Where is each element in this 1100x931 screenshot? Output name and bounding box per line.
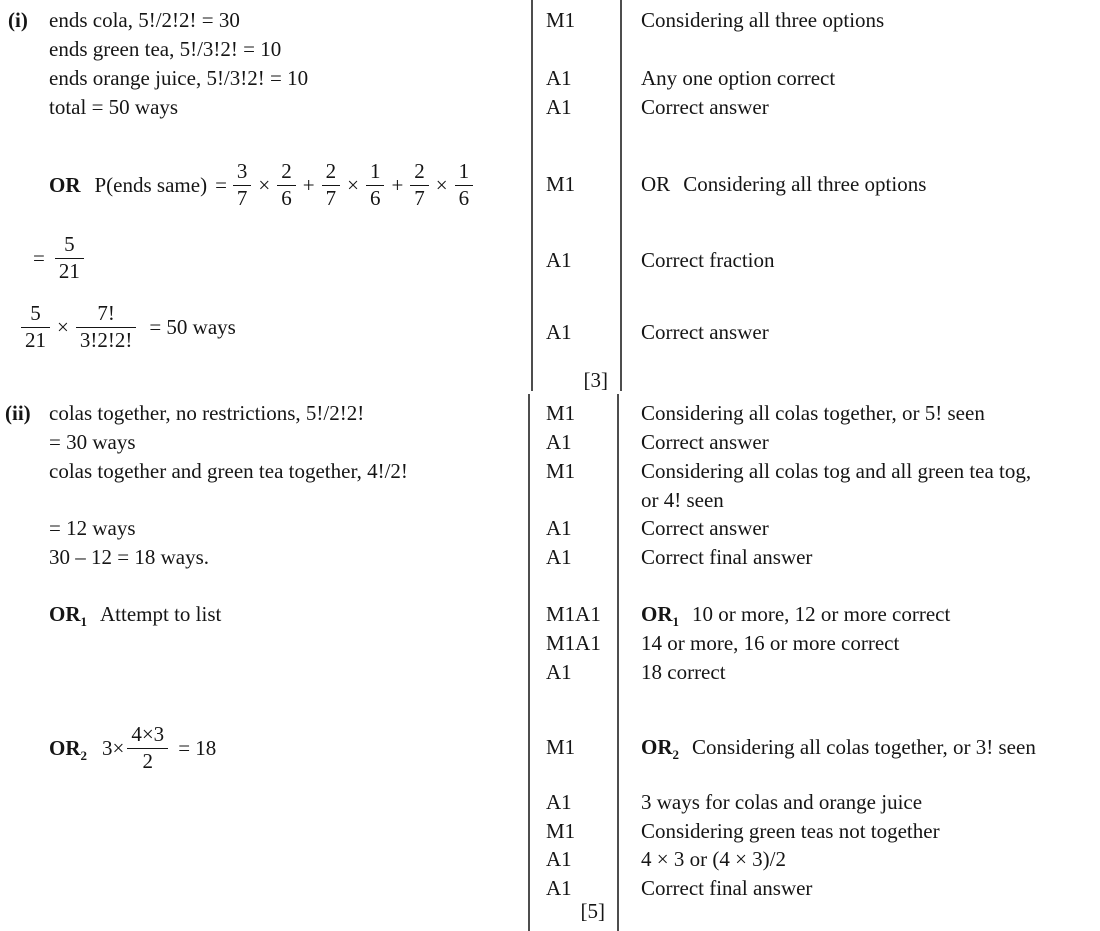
or1-comment-label: $OR_1$: [641, 602, 679, 630]
fraction-numerator: 2: [410, 160, 429, 186]
work-line: ends green tea, 5!/3!2! = 10: [49, 37, 282, 61]
fraction: [322, 160, 341, 210]
fraction-numerator: 4×3: [127, 723, 168, 749]
work-line: colas together and green tea together, 4!/2!: [49, 459, 408, 483]
fraction-numerator: 5: [21, 302, 50, 328]
operator: ×: [347, 173, 359, 197]
operator: +: [391, 173, 404, 197]
mark-code: A1: [546, 660, 572, 684]
marks-column-rule-left-ii: [528, 394, 530, 931]
mark-code: M1: [546, 735, 576, 759]
fraction-denominator: 3!2!2!: [79, 327, 133, 352]
work-line: ends orange juice, 5!/3!2! = 10: [49, 66, 309, 90]
section-total-marks: [5]: [580, 899, 605, 923]
mark-code: M1: [546, 819, 576, 843]
work-line: = 30 ways: [49, 430, 136, 454]
probability-expression: P(ends same): [94, 173, 208, 197]
mark-code: A1: [546, 516, 572, 540]
mark-comment-continuation: or 4! seen: [641, 488, 724, 512]
work-line: = 12 ways: [49, 516, 136, 540]
equation-result: = 18: [178, 736, 217, 760]
fraction-numerator: 1: [455, 160, 474, 186]
or2-comment-label: $OR_2$: [641, 735, 679, 763]
mark-code: A1: [546, 790, 572, 814]
mark-code: M1A1: [546, 602, 601, 626]
mark-code: A1: [546, 248, 572, 272]
mark-comment: Correct answer: [641, 516, 769, 540]
mark-comment: Correct answer: [641, 320, 769, 344]
operator: ×: [258, 173, 271, 197]
mark-comment: Correct answer: [641, 430, 769, 454]
mark-code: A1: [546, 95, 572, 119]
fraction-denominator: 7: [325, 185, 337, 210]
mark-comment: 3 ways for colas and orange juice: [641, 790, 923, 814]
fraction: [366, 160, 385, 210]
or2-alternative-equation: [49, 715, 216, 781]
fraction: [55, 233, 84, 283]
fraction-denominator: 7: [236, 185, 248, 210]
or1-alternative: [49, 600, 221, 628]
mark-comment: Considering green teas not together: [641, 819, 940, 843]
equals-sign: =: [215, 173, 227, 197]
fraction-numerator: 2: [322, 160, 341, 186]
fraction: [455, 160, 474, 210]
fraction-denominator: 2: [142, 748, 154, 773]
fraction-denominator: 6: [369, 185, 381, 210]
fraction-denominator: 7: [414, 185, 425, 210]
equation-result: = 50 ways: [149, 315, 236, 339]
fraction-denominator: 6: [281, 185, 292, 210]
mark-comment: Any one option correct: [641, 66, 836, 90]
ways-equation: [18, 294, 236, 360]
mark-comment: Considering all colas tog and all green tea tog,: [641, 459, 1032, 483]
or1-label: $OR_1$: [49, 602, 87, 630]
fraction: [410, 160, 429, 210]
fraction: [277, 160, 296, 210]
work-line: colas together, no restrictions, 5!/2!2!: [49, 401, 365, 425]
marks-column-rule-right-ii: [617, 394, 619, 931]
operator: +: [302, 173, 315, 197]
mark-comment: Correct final answer: [641, 876, 813, 900]
work-line: 30 – 12 = 18 ways.: [49, 545, 210, 569]
fraction-denominator: 21: [25, 327, 46, 352]
fraction: [233, 160, 252, 210]
fraction: [127, 723, 168, 773]
mark-comment: 14 or more, 16 or more correct: [641, 631, 900, 655]
fraction-numerator: 1: [366, 160, 385, 186]
mark-code: A1: [546, 545, 572, 569]
mark-comment: Correct final answer: [641, 545, 813, 569]
operator: ×: [435, 173, 448, 197]
marks-column-rule-right-i: [620, 0, 622, 391]
mark-comment: $OR_1$ 10 or more, 12 or more correct: [641, 602, 951, 630]
mark-code: A1: [546, 66, 572, 90]
mark-comment: Correct fraction: [641, 248, 775, 272]
coefficient: 3×: [102, 736, 125, 760]
operator: ×: [57, 315, 69, 339]
mark-code: A1: [546, 320, 572, 344]
or2-label: $OR_2$: [49, 736, 87, 764]
fraction-numerator: 7!: [76, 302, 136, 328]
mark-comment: 4 × 3 or (4 × 3)/2: [641, 847, 787, 871]
fraction-numerator: 2: [277, 160, 296, 186]
mark-comment: 18 correct: [641, 660, 726, 684]
mark-code: M1: [546, 8, 576, 32]
mark-code: A1: [546, 847, 572, 871]
or-alternative-equation: [49, 152, 476, 218]
fraction: [76, 302, 136, 352]
part-i-label: (i): [8, 8, 28, 32]
fraction: [21, 302, 50, 352]
or-prefix: OR: [641, 172, 671, 196]
mark-comment: Considering all three options: [641, 8, 885, 32]
fraction-numerator: 5: [55, 233, 84, 259]
work-line: total = 50 ways: [49, 95, 179, 119]
mark-comment: Correct answer: [641, 95, 769, 119]
work-line: ends cola, 5!/2!2! = 30: [49, 8, 240, 32]
mark-code: A1: [546, 876, 572, 900]
mark-code: M1A1: [546, 631, 601, 655]
mark-code: M1: [546, 459, 576, 483]
or-label: OR: [49, 173, 81, 197]
mark-code: M1: [546, 172, 576, 196]
or1-text: Attempt to list: [100, 602, 222, 626]
mark-comment: OR Considering all three options: [641, 172, 927, 196]
equals-sign: =: [33, 246, 45, 270]
mark-code: A1: [546, 430, 572, 454]
fraction-denominator: 21: [58, 258, 80, 283]
mark-comment: $OR_2$ Considering all colas together, or 3! seen: [641, 735, 1036, 763]
mark-code: M1: [546, 401, 576, 425]
result-fraction-equation: [33, 225, 87, 291]
part-ii-label: (ii): [5, 401, 31, 425]
mark-comment: Considering all colas together, or 5! seen: [641, 401, 985, 425]
fraction-denominator: 6: [458, 185, 470, 210]
section-total-marks: [3]: [583, 368, 608, 392]
marks-column-rule-left-i: [531, 0, 533, 391]
fraction-numerator: 3: [233, 160, 252, 186]
